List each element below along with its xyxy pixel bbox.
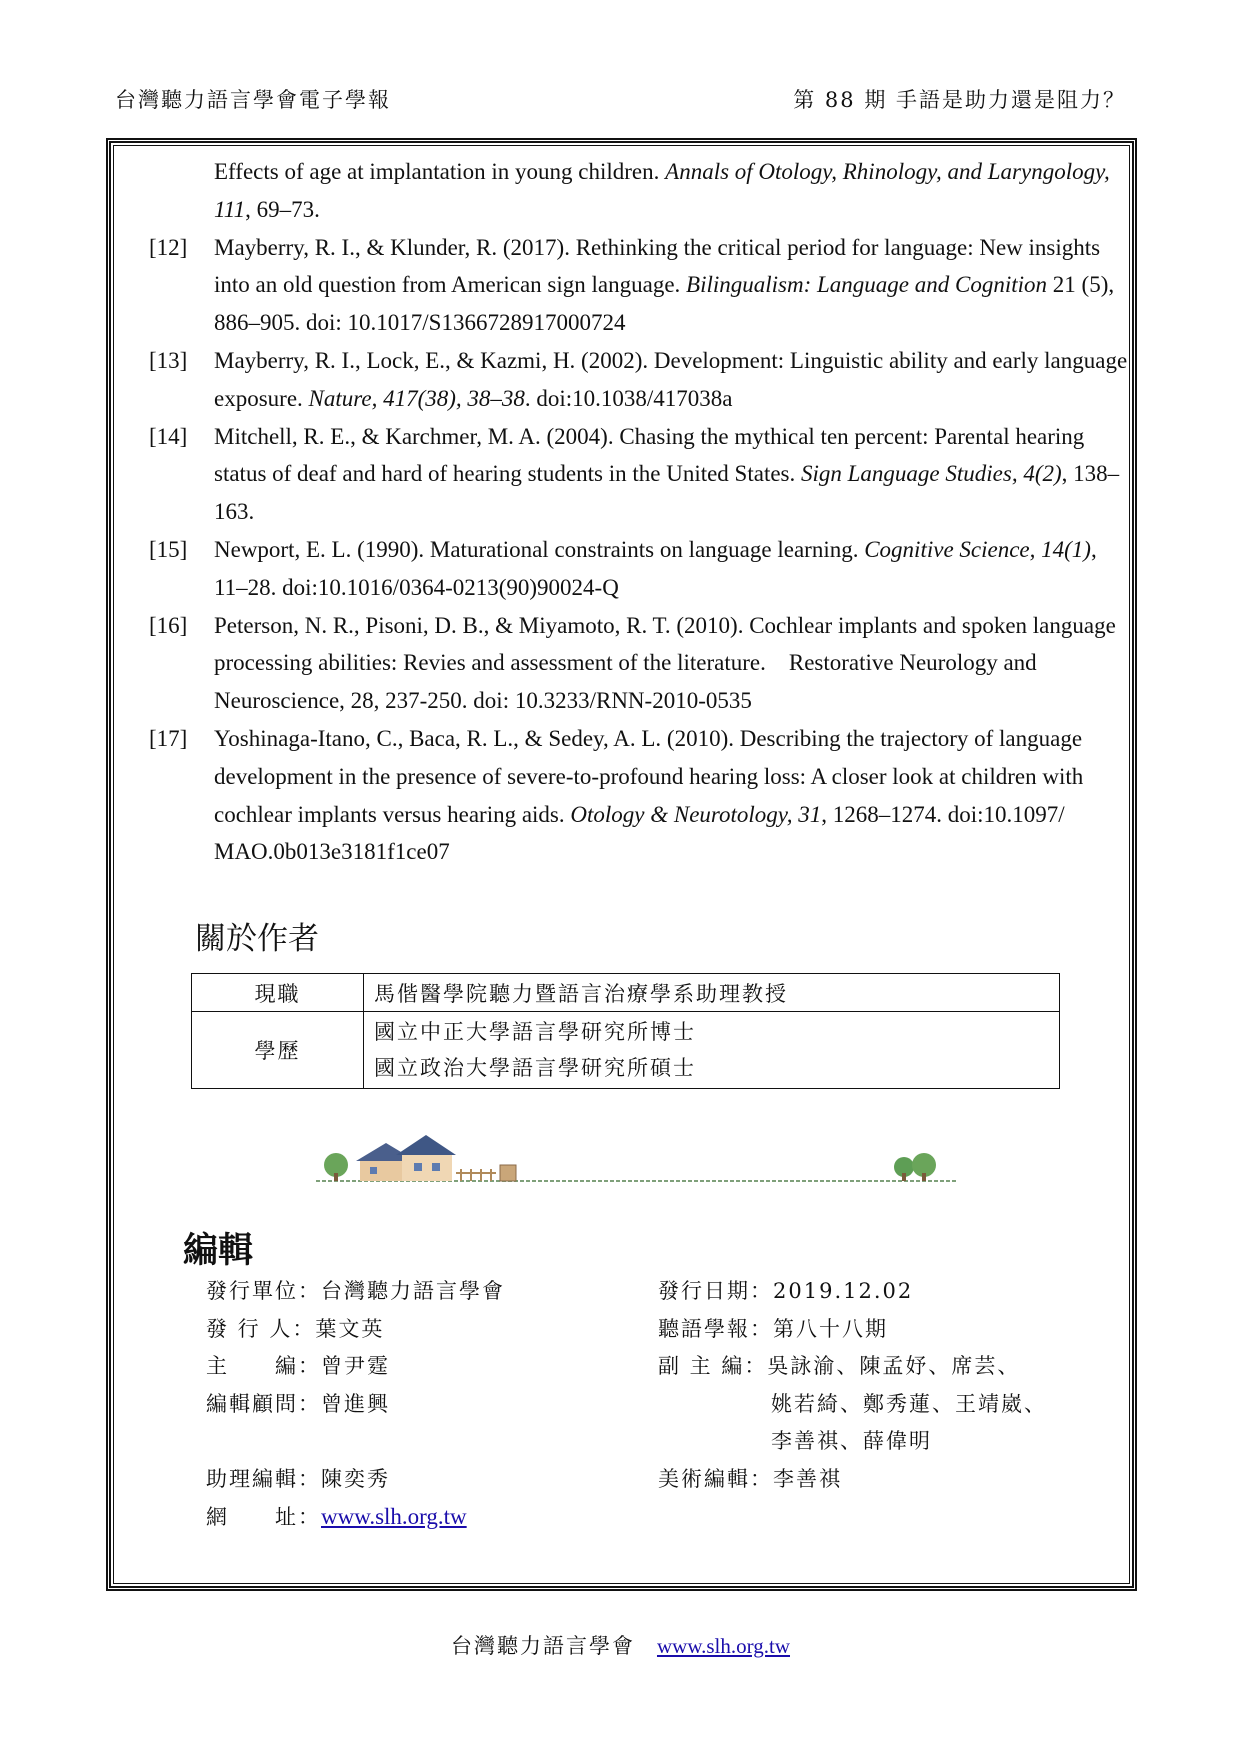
shed-icon <box>500 1165 516 1181</box>
reference-text: Effects of age at implantation in young children. <box>214 159 666 184</box>
window-icon <box>370 1167 377 1174</box>
reference-text: Newport, E. L. (1990). Maturational constraints on language learning. <box>214 536 865 562</box>
reference-source: Nature, 417(38), 38–38 <box>308 385 525 411</box>
reference-number: [14] <box>149 423 188 449</box>
editorial-heading: 編輯 <box>183 1231 254 1271</box>
list-item <box>206 1311 1086 1349</box>
publisher-label: 發行單位： <box>206 1279 321 1303</box>
list-item <box>206 1461 1086 1499</box>
window-icon <box>414 1163 422 1171</box>
chief-editor-label: 主 編： <box>206 1354 321 1378</box>
issuer-value: 葉文英 <box>315 1316 385 1341</box>
reference-source: Cognitive Science, 14(1) <box>864 536 1091 562</box>
reference-text: , 69–73. <box>245 196 320 222</box>
list-item <box>206 1348 1086 1386</box>
village-divider-illustration <box>316 1133 956 1188</box>
reference-text: Peterson, N. R., Pisoni, D. B., & Miyamoto, R. T. (2010). Cochlear implants and spoken language processing abilities: Revies and assessment of the literature. Restorative Neurology and Neuroscience, 28, 237-250. doi: 10.3233/RNN-2010-0535 <box>214 612 1116 714</box>
deputy-editor-line-2: 姚若綺、鄭秀蓮、王靖崴、 <box>771 1391 1047 1416</box>
assistant-editor-value: 陳奕秀 <box>321 1466 390 1491</box>
reference-text: Mitchell, R. E., & Karchmer, M. A. (2004). Chasing the mythical ten percent: Parental hearing status of deaf and hard of hearing students in the United States. <box>214 423 1085 487</box>
reference-text: 21 (5), 886–905. doi: 10.1017/S1366728917000724 <box>214 272 1115 336</box>
tree-trunk <box>922 1173 926 1181</box>
education-ma: 國立政治大學語言學研究所碩士 <box>374 1056 696 1080</box>
issuer-label: 發 行 人： <box>206 1316 316 1341</box>
reference-number: [16] <box>149 612 188 638</box>
reference-text: , 1268–1274. doi:10.1097/ MAO.0b013e3181f1ce07 <box>214 801 1065 865</box>
publisher-value: 台灣聽力語言學會 <box>321 1279 505 1303</box>
fence-icon <box>456 1169 496 1181</box>
table-row <box>192 1012 1060 1089</box>
list-item <box>206 1273 1086 1311</box>
editorial-info <box>206 1273 1086 1536</box>
house-icon <box>402 1155 452 1181</box>
running-header <box>115 84 1126 114</box>
reference-text: Yoshinaga-Itano, C., Baca, R. L., & Sedey, A. L. (2010). Describing the trajectory of language development in the presence of severe-to-profound hearing loss: A closer look at children with cochlear implants versus hearing aids. <box>214 725 1084 827</box>
about-author-heading: 關於作者 <box>195 921 319 957</box>
website-link[interactable]: www.slh.org.tw <box>321 1504 467 1529</box>
advisor-value: 曾進興 <box>321 1391 390 1416</box>
reference-number: [17] <box>149 725 188 751</box>
education-phd: 國立中正大學語言學研究所博士 <box>374 1020 696 1044</box>
reference-item <box>149 229 1129 342</box>
date-label: 發行日期： <box>658 1279 773 1303</box>
content-frame <box>106 138 1137 1591</box>
reference-item <box>149 153 1129 229</box>
list-item <box>206 1498 1086 1536</box>
tree-trunk <box>902 1173 906 1181</box>
journal-issue-value: 第八十八期 <box>773 1316 888 1341</box>
reference-text: , 11–28. doi:10.1016/0364-0213(90)90024-Q <box>214 536 1097 600</box>
website-label: 網 址： <box>206 1505 321 1529</box>
deputy-editor-line-1: 吳詠渝、陳孟妤、席芸、 <box>767 1354 1021 1378</box>
education-label: 學歷 <box>192 1012 364 1089</box>
art-editor-label: 美術編輯： <box>658 1466 773 1491</box>
author-info-table <box>191 973 1060 1089</box>
reference-source: Sign Language Studies, 4(2) <box>801 461 1062 487</box>
reference-source: Annals of Otology, Rhinology, and Laryngology, 111 <box>214 159 1110 222</box>
advisor-label: 編輯顧問： <box>206 1391 321 1416</box>
reference-number: [13] <box>149 347 188 373</box>
list-item <box>206 1386 1086 1424</box>
journal-issue-label: 聽語學報： <box>658 1316 773 1341</box>
reference-source: Otology & Neurotology, 31 <box>570 801 822 827</box>
window-icon <box>432 1163 440 1171</box>
page-footer <box>0 1630 1241 1660</box>
reference-text: Mayberry, R. I., & Klunder, R. (2017). Rethinking the critical period for language: New insights into an old question from American sign language. <box>214 234 1101 298</box>
deputy-editor-label: 副 主 編： <box>658 1354 768 1378</box>
reference-source: Bilingualism: Language and Cognition <box>686 272 1048 298</box>
assistant-editor-label: 助理編輯： <box>206 1466 321 1491</box>
reference-list <box>149 153 1129 871</box>
education-cell <box>364 1012 1060 1089</box>
position-label: 現職 <box>192 974 364 1012</box>
list-item <box>206 1423 1086 1461</box>
footer-org: 台灣聽力語言學會 <box>450 1634 635 1658</box>
tree-trunk <box>334 1173 338 1181</box>
reference-item <box>149 418 1129 531</box>
reference-number: [15] <box>149 536 188 562</box>
reference-text: Mayberry, R. I., Lock, E., & Kazmi, H. (2002). Development: Linguistic ability and early language exposure. <box>214 347 1128 411</box>
chief-editor-value: 曾尹霆 <box>321 1354 390 1378</box>
reference-item <box>149 720 1129 871</box>
reference-item <box>149 531 1129 607</box>
journal-name: 台灣聽力語言學會電子學報 <box>115 88 391 112</box>
deputy-editor-line-3: 李善祺、薛偉明 <box>771 1429 932 1453</box>
position-value: 馬偕醫學院聽力暨語言治療學系助理教授 <box>364 974 1060 1012</box>
footer-link[interactable]: www.slh.org.tw <box>656 1634 790 1658</box>
table-row <box>192 974 1060 1012</box>
issue-title: 第 88 期 手語是助力還是阻力？ <box>793 88 1126 112</box>
reference-text: . doi:10.1038/417038a <box>524 385 733 411</box>
reference-number: [12] <box>149 234 188 260</box>
date-value: 2019.12.02 <box>773 1279 914 1303</box>
house-roof-icon <box>396 1135 456 1155</box>
reference-item <box>149 607 1129 720</box>
art-editor-value: 李善祺 <box>773 1466 842 1491</box>
reference-item <box>149 342 1129 418</box>
reference-text: , 138–163. <box>214 461 1120 525</box>
